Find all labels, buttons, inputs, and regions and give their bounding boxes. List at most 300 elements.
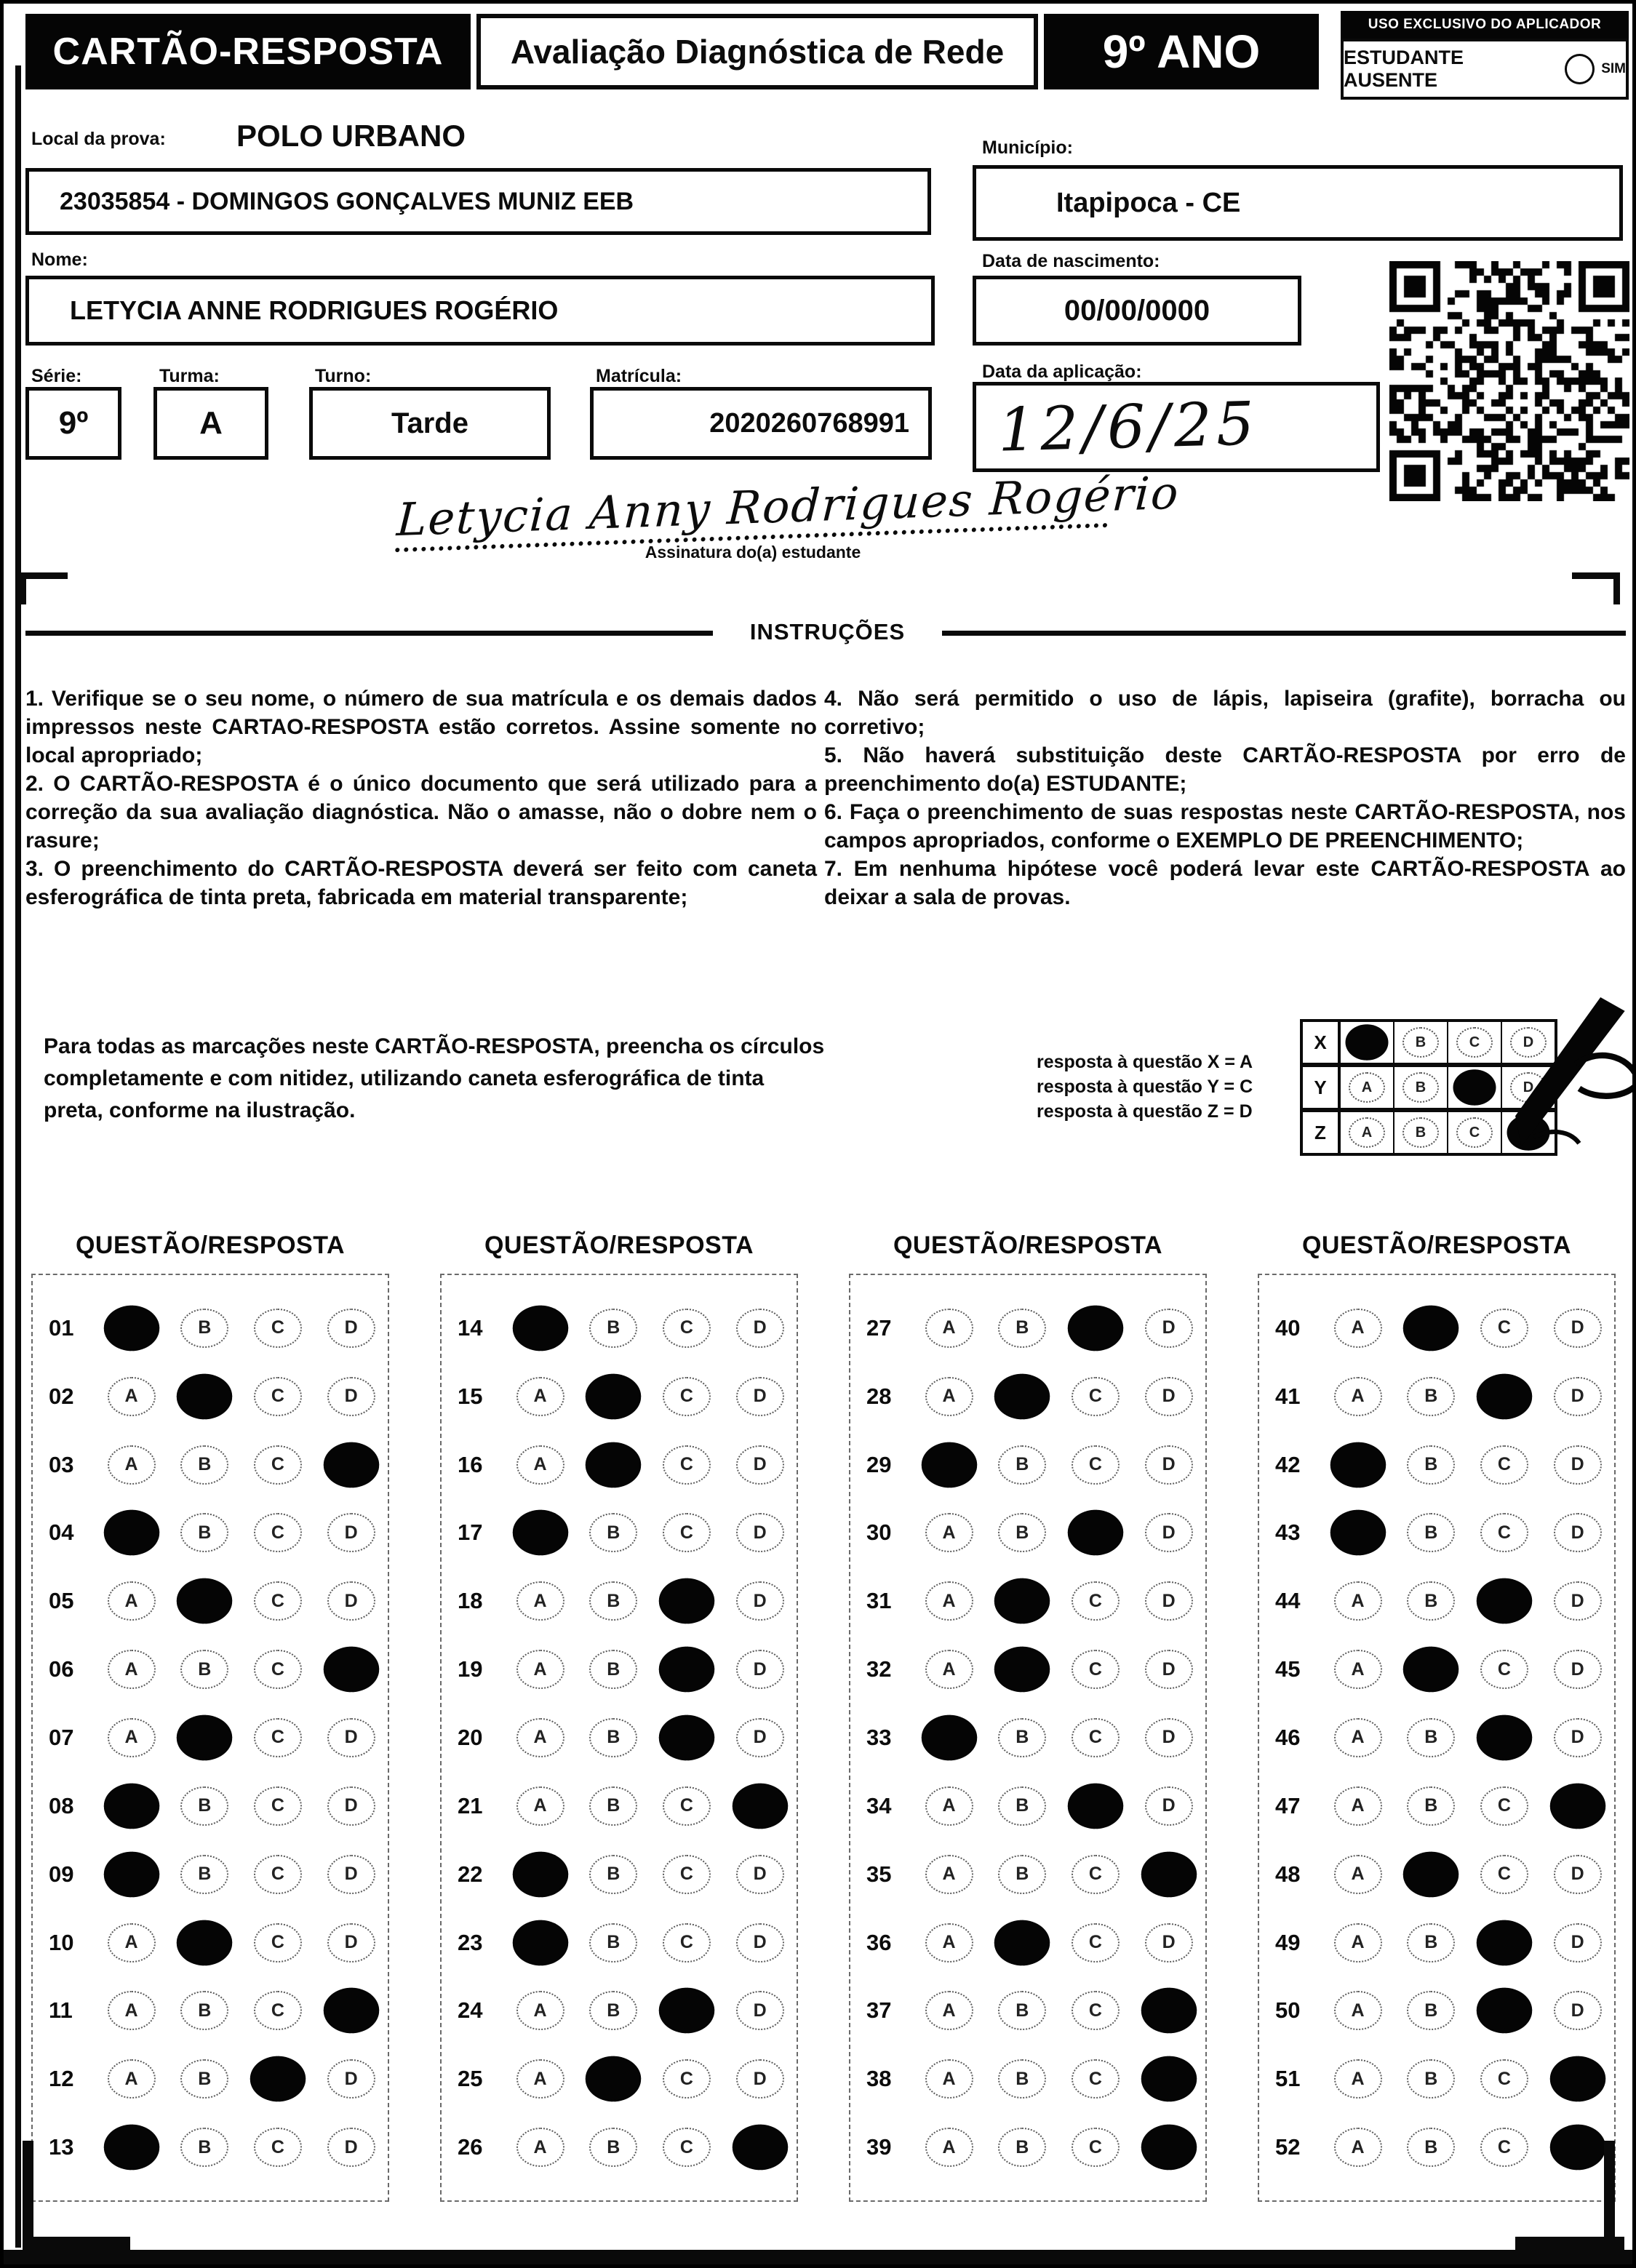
answer-bubble-05-D[interactable] xyxy=(327,1581,375,1621)
answer-bubble-17-B[interactable] xyxy=(589,1513,637,1552)
answer-bubble-40-A[interactable] xyxy=(1334,1309,1382,1348)
answer-bubble-11-B[interactable] xyxy=(180,1991,228,2030)
answer-bubble-21-D[interactable] xyxy=(732,1784,788,1829)
answer-bubble-13-B[interactable] xyxy=(180,2128,228,2167)
question-number: 40 xyxy=(1275,1314,1301,1341)
bubble-letter: B xyxy=(1424,2068,1438,2089)
bubble-slot xyxy=(1541,1855,1614,1894)
answer-bubble-47-B[interactable] xyxy=(1407,1786,1455,1826)
answer-bubble-27-A[interactable] xyxy=(925,1309,973,1348)
bubble-slot xyxy=(1132,1991,1205,2030)
bubble-slot xyxy=(1132,2128,1205,2167)
answer-bubble-10-D[interactable] xyxy=(327,1923,375,1962)
nome-field: LETYCIA ANNE RODRIGUES ROGÉRIO xyxy=(25,276,935,346)
answer-bubble-05-B[interactable] xyxy=(177,1578,233,1624)
answer-bubble-30-D[interactable] xyxy=(1145,1513,1193,1552)
answer-bubble-40-C[interactable] xyxy=(1480,1309,1528,1348)
answer-bubble-32-B[interactable] xyxy=(994,1647,1050,1693)
answer-bubble-12-B[interactable] xyxy=(180,2059,228,2099)
answer-bubble-19-B[interactable] xyxy=(589,1650,637,1689)
bubble-slot xyxy=(242,1855,315,1894)
bubble-slot xyxy=(1132,1445,1205,1485)
answer-bubble-29-A[interactable] xyxy=(921,1442,977,1488)
bubble-slot xyxy=(1394,1923,1468,1962)
answer-bubble-24-C[interactable] xyxy=(659,1988,715,2034)
bubble-slot xyxy=(168,1923,242,1962)
answer-bubble-37-D[interactable] xyxy=(1141,1988,1197,2034)
bubble-letter: A xyxy=(1351,1795,1365,1816)
answer-bubble-02-A[interactable] xyxy=(108,1377,156,1416)
answer-bubble-46-B[interactable] xyxy=(1407,1718,1455,1757)
answer-row xyxy=(33,2128,388,2167)
answer-bubble-50-D[interactable] xyxy=(1554,1991,1602,2030)
bubble-letter xyxy=(941,1725,957,1750)
answer-bubble-52-D[interactable] xyxy=(1549,2125,1605,2171)
answer-bubble-41-B[interactable] xyxy=(1407,1377,1455,1416)
answer-bubble-43-D[interactable] xyxy=(1554,1513,1602,1552)
answer-bubble-06-A[interactable] xyxy=(108,1650,156,1689)
answer-bubble-03-B[interactable] xyxy=(180,1445,228,1485)
answer-row xyxy=(1259,1923,1614,1962)
local-label: Local da prova: xyxy=(31,129,166,149)
answer-bubble-08-B[interactable] xyxy=(180,1786,228,1826)
instructions-title: INSTRUÇÕES xyxy=(749,619,906,644)
answer-bubble-18-A[interactable] xyxy=(516,1581,564,1621)
answer-bubble-49-B[interactable] xyxy=(1407,1923,1455,1962)
answer-bubble-45-C[interactable] xyxy=(1480,1650,1528,1689)
answer-bubble-20-C[interactable] xyxy=(659,1715,715,1761)
answer-bubble-41-D[interactable] xyxy=(1554,1377,1602,1416)
bubble-slot xyxy=(912,1718,986,1757)
answer-bubble-28-D[interactable] xyxy=(1145,1377,1193,1416)
answer-bubble-37-A[interactable] xyxy=(925,1991,973,2030)
question-number: 43 xyxy=(1275,1520,1301,1546)
question-number: 41 xyxy=(1275,1383,1301,1409)
bubble-slot xyxy=(1059,1786,1133,1826)
answer-bubble-12-A[interactable] xyxy=(108,2059,156,2099)
answer-bubble-46-A[interactable] xyxy=(1334,1718,1382,1757)
bubble-slot xyxy=(723,1923,797,1962)
answer-bubble-51-B[interactable] xyxy=(1407,2059,1455,2099)
bubble-slot xyxy=(1394,1309,1468,1348)
bubble-letter xyxy=(124,1521,139,1546)
answer-bubble-03-D[interactable] xyxy=(323,1442,379,1488)
answer-bubble-42-A[interactable] xyxy=(1330,1442,1386,1488)
answer-bubble-25-A[interactable] xyxy=(516,2059,564,2099)
answer-bubble-26-C[interactable] xyxy=(663,2128,711,2167)
answer-bubble-52-B[interactable] xyxy=(1407,2128,1455,2167)
bubble-slot xyxy=(95,1513,168,1552)
answer-bubble-19-D[interactable] xyxy=(736,1650,784,1689)
answer-bubble-50-A[interactable] xyxy=(1334,1991,1382,2030)
answer-bubble-13-C[interactable] xyxy=(254,2128,302,2167)
answer-bubble-30-B[interactable] xyxy=(998,1513,1046,1552)
example-cell xyxy=(1341,1112,1394,1153)
answer-bubble-25-D[interactable] xyxy=(736,2059,784,2099)
answer-bubble-35-D[interactable] xyxy=(1141,1851,1197,1897)
answer-bubble-22-A[interactable] xyxy=(512,1851,568,1897)
answer-bubble-36-D[interactable] xyxy=(1145,1923,1193,1962)
answer-bubble-33-A[interactable] xyxy=(921,1715,977,1761)
answer-bubble-43-C[interactable] xyxy=(1480,1513,1528,1552)
question-number: 03 xyxy=(49,1451,74,1477)
answer-row xyxy=(442,1923,797,1962)
answer-bubble-04-D[interactable] xyxy=(327,1513,375,1552)
answer-bubble-23-A[interactable] xyxy=(512,1920,568,1965)
answer-bubble-42-B[interactable] xyxy=(1407,1445,1455,1485)
question-number: 46 xyxy=(1275,1724,1301,1750)
bubble-letter: A xyxy=(1351,1932,1365,1953)
answer-bubble-23-D[interactable] xyxy=(736,1923,784,1962)
bubble-letter: B xyxy=(607,1317,621,1338)
answer-bubble-50-B[interactable] xyxy=(1407,1991,1455,2030)
bubble-slot xyxy=(1468,1581,1541,1621)
answer-bubble-15-A[interactable] xyxy=(516,1377,564,1416)
bubble-letter: B xyxy=(198,1658,212,1680)
answer-bubble-46-D[interactable] xyxy=(1554,1718,1602,1757)
bubble-letter: C xyxy=(1497,1864,1511,1885)
answer-bubble-20-A[interactable] xyxy=(516,1718,564,1757)
answer-bubble-15-B[interactable] xyxy=(586,1373,642,1419)
answer-bubble-07-A[interactable] xyxy=(108,1718,156,1757)
answer-bubble-17-C[interactable] xyxy=(663,1513,711,1552)
answer-bubble-04-A[interactable] xyxy=(103,1510,159,1556)
answer-bubble-36-A[interactable] xyxy=(925,1923,973,1962)
answer-bubble-25-B[interactable] xyxy=(586,2056,642,2102)
answer-bubble-31-B[interactable] xyxy=(994,1578,1050,1624)
answer-bubble-10-C[interactable] xyxy=(254,1923,302,1962)
answer-bubble-47-D[interactable] xyxy=(1549,1784,1605,1829)
answer-bubble-38-D[interactable] xyxy=(1141,2056,1197,2102)
answer-bubble-16-D[interactable] xyxy=(736,1445,784,1485)
bubble-letter: D xyxy=(1523,1034,1534,1050)
instruction-item: 4. Não será permitido o uso de lápis, lapiseira (grafite), borracha ou corretivo; xyxy=(824,687,1626,739)
answer-bubble-42-C[interactable] xyxy=(1480,1445,1528,1485)
answer-bubble-28-B[interactable] xyxy=(994,1373,1050,1419)
answer-bubble-07-C[interactable] xyxy=(254,1718,302,1757)
answer-bubble-26-D[interactable] xyxy=(732,2125,788,2171)
answer-bubble-28-C[interactable] xyxy=(1072,1377,1120,1416)
answer-bubble-19-A[interactable] xyxy=(516,1650,564,1689)
bubble-slot xyxy=(650,1309,724,1348)
answer-bubble-33-B[interactable] xyxy=(998,1718,1046,1757)
matricula-field: 2020260768991 xyxy=(590,387,932,460)
answer-bubble-29-B[interactable] xyxy=(998,1445,1046,1485)
answer-bubble-48-A[interactable] xyxy=(1334,1855,1382,1894)
answer-bubble-04-B[interactable] xyxy=(180,1513,228,1552)
answer-bubble-43-B[interactable] xyxy=(1407,1513,1455,1552)
answer-bubble-18-C[interactable] xyxy=(659,1578,715,1624)
bubble-slot xyxy=(1321,1513,1394,1552)
answer-bubble-17-A[interactable] xyxy=(512,1510,568,1556)
bubble-slot xyxy=(912,1650,986,1689)
answer-bubble-44-B[interactable] xyxy=(1407,1581,1455,1621)
question-number: 29 xyxy=(866,1451,892,1477)
answer-bubble-14-A[interactable] xyxy=(512,1306,568,1351)
answer-bubble-24-A[interactable] xyxy=(516,1991,564,2030)
bubble-slot xyxy=(1132,1377,1205,1416)
answer-bubble-38-A[interactable] xyxy=(925,2059,973,2099)
answer-bubble-48-C[interactable] xyxy=(1480,1855,1528,1894)
answer-bubble-10-B[interactable] xyxy=(177,1920,233,1965)
answer-bubble-31-A[interactable] xyxy=(925,1581,973,1621)
answer-bubble-05-A[interactable] xyxy=(108,1581,156,1621)
bubble-letter xyxy=(1424,1657,1439,1682)
answer-bubble-24-D[interactable] xyxy=(736,1991,784,2030)
bubble-letter: B xyxy=(607,1658,621,1680)
answer-bubble-14-B[interactable] xyxy=(589,1309,637,1348)
answer-bubble-34-C[interactable] xyxy=(1068,1784,1124,1829)
answer-bubble-52-C[interactable] xyxy=(1480,2128,1528,2167)
answer-bubble-34-B[interactable] xyxy=(998,1786,1046,1826)
answer-bubble-17-D[interactable] xyxy=(736,1513,784,1552)
answer-bubble-41-A[interactable] xyxy=(1334,1377,1382,1416)
example-cell xyxy=(1394,1112,1448,1153)
question-number: 38 xyxy=(866,2066,892,2092)
answer-bubble-02-B[interactable] xyxy=(177,1373,233,1419)
answer-bubble-45-D[interactable] xyxy=(1554,1650,1602,1689)
bubble-slot xyxy=(1059,1513,1133,1552)
answer-bubble-10-A[interactable] xyxy=(108,1923,156,1962)
bubble-slot xyxy=(912,1923,986,1962)
bubble-slot xyxy=(242,1445,315,1485)
question-number: 02 xyxy=(49,1383,74,1409)
bubble-letter: D xyxy=(753,1454,767,1475)
answer-bubble-39-B[interactable] xyxy=(998,2128,1046,2167)
answer-bubble-05-C[interactable] xyxy=(254,1581,302,1621)
answer-bubble-29-D[interactable] xyxy=(1145,1445,1193,1485)
answer-bubble-51-C[interactable] xyxy=(1480,2059,1528,2099)
bubble-slot xyxy=(1468,1377,1541,1416)
answer-bubble-09-A[interactable] xyxy=(103,1851,159,1897)
question-number: 12 xyxy=(49,2066,74,2092)
answer-bubble-26-A[interactable] xyxy=(516,2128,564,2167)
answer-bubble-26-B[interactable] xyxy=(589,2128,637,2167)
bubble-letter xyxy=(1360,1032,1373,1052)
answer-bubble-20-B[interactable] xyxy=(589,1718,637,1757)
answer-bubble-27-C[interactable] xyxy=(1068,1306,1124,1351)
answer-bubble-21-B[interactable] xyxy=(589,1786,637,1826)
bubble-slot xyxy=(577,2059,650,2099)
answer-bubble-08-D[interactable] xyxy=(327,1786,375,1826)
answer-bubble-33-C[interactable] xyxy=(1072,1718,1120,1757)
answer-bubble-06-B[interactable] xyxy=(180,1650,228,1689)
answer-bubble-48-B[interactable] xyxy=(1403,1851,1459,1897)
answer-bubble-44-D[interactable] xyxy=(1554,1581,1602,1621)
answer-bubble-40-D[interactable] xyxy=(1554,1309,1602,1348)
answer-bubble-01-C[interactable] xyxy=(254,1309,302,1348)
answer-bubble-01-B[interactable] xyxy=(180,1309,228,1348)
answer-bubble-08-A[interactable] xyxy=(103,1784,159,1829)
bubble-letter: C xyxy=(679,1795,693,1816)
answer-bubble-23-C[interactable] xyxy=(663,1923,711,1962)
answer-bubble-13-D[interactable] xyxy=(327,2128,375,2167)
answer-bubble-47-C[interactable] xyxy=(1480,1786,1528,1826)
answer-bubble-07-B[interactable] xyxy=(177,1715,233,1761)
answer-bubble-11-C[interactable] xyxy=(254,1991,302,2030)
answer-bubble-32-C[interactable] xyxy=(1072,1650,1120,1689)
absent-bubble[interactable] xyxy=(1565,54,1595,84)
answer-bubble-39-A[interactable] xyxy=(925,2128,973,2167)
answer-bubble-30-C[interactable] xyxy=(1068,1510,1124,1556)
answer-bubble-31-D[interactable] xyxy=(1145,1581,1193,1621)
answer-bubble-18-B[interactable] xyxy=(589,1581,637,1621)
answer-bubble-34-D[interactable] xyxy=(1145,1786,1193,1826)
answer-bubble-23-B[interactable] xyxy=(589,1923,637,1962)
answer-bubble-47-A[interactable] xyxy=(1334,1786,1382,1826)
answer-bubble-35-B[interactable] xyxy=(998,1855,1046,1894)
answer-bubble-39-D[interactable] xyxy=(1141,2125,1197,2171)
answer-bubble-12-C[interactable] xyxy=(250,2056,306,2102)
answer-bubble-37-B[interactable] xyxy=(998,1991,1046,2030)
answer-bubble-36-B[interactable] xyxy=(994,1920,1050,1965)
answer-bubble-13-A[interactable] xyxy=(103,2125,159,2171)
bubble-letter: B xyxy=(1415,1079,1426,1095)
bubble-letter: D xyxy=(344,1386,358,1407)
answer-bubble-38-B[interactable] xyxy=(998,2059,1046,2099)
answer-bubble-34-A[interactable] xyxy=(925,1786,973,1826)
question-number: 16 xyxy=(458,1451,483,1477)
bubble-slot xyxy=(314,1855,388,1894)
answer-bubble-01-A[interactable] xyxy=(103,1306,159,1351)
answer-bubble-51-D[interactable] xyxy=(1549,2056,1605,2102)
answer-bubble-24-B[interactable] xyxy=(589,1991,637,2030)
answer-bubble-44-C[interactable] xyxy=(1477,1578,1533,1624)
answer-bubble-42-D[interactable] xyxy=(1554,1445,1602,1485)
answer-bubble-06-D[interactable] xyxy=(323,1647,379,1693)
answer-bubble-39-C[interactable] xyxy=(1072,2128,1120,2167)
bubble-slot xyxy=(95,1786,168,1826)
answer-bubble-49-A[interactable] xyxy=(1334,1923,1382,1962)
answer-bubble-03-A[interactable] xyxy=(108,1445,156,1485)
answer-bubble-16-C[interactable] xyxy=(663,1445,711,1485)
answer-bubble-43-A[interactable] xyxy=(1330,1510,1386,1556)
bubble-slot xyxy=(1468,1309,1541,1348)
answer-bubble-08-C[interactable] xyxy=(254,1786,302,1826)
answer-row xyxy=(1259,2128,1614,2167)
bubble-slot xyxy=(95,1445,168,1485)
answer-bubble-20-D[interactable] xyxy=(736,1718,784,1757)
answer-bubble-11-A[interactable] xyxy=(108,1991,156,2030)
answer-bubble-09-C[interactable] xyxy=(254,1855,302,1894)
answer-bubble-07-D[interactable] xyxy=(327,1718,375,1757)
answer-bubble-51-A[interactable] xyxy=(1334,2059,1382,2099)
bubble-slot xyxy=(577,2128,650,2167)
answer-bubble-49-C[interactable] xyxy=(1477,1920,1533,1965)
answer-bubble-36-C[interactable] xyxy=(1072,1923,1120,1962)
answer-bubble-31-C[interactable] xyxy=(1072,1581,1120,1621)
answer-bubble-29-C[interactable] xyxy=(1072,1445,1120,1485)
bubble-slot xyxy=(986,1718,1059,1757)
answer-bubble-52-A[interactable] xyxy=(1334,2128,1382,2167)
answer-bubble-40-B[interactable] xyxy=(1403,1306,1459,1351)
answer-bubble-02-D[interactable] xyxy=(327,1377,375,1416)
bubble-letter: D xyxy=(1162,1522,1176,1543)
answer-bubble-35-A[interactable] xyxy=(925,1855,973,1894)
answer-bubble-18-D[interactable] xyxy=(736,1581,784,1621)
answer-bubble-49-D[interactable] xyxy=(1554,1923,1602,1962)
bubble-slot xyxy=(650,1377,724,1416)
pen-hand-illustration xyxy=(1488,997,1636,1165)
answer-bubble-33-D[interactable] xyxy=(1145,1718,1193,1757)
answer-row xyxy=(442,2059,797,2099)
answer-bubble-19-C[interactable] xyxy=(659,1647,715,1693)
bubble-letter: C xyxy=(1469,1124,1480,1141)
answer-bubble-14-D[interactable] xyxy=(736,1309,784,1348)
answer-bubble-50-C[interactable] xyxy=(1477,1988,1533,2034)
bubble-slot xyxy=(1394,1650,1468,1689)
bubble-slot xyxy=(503,1650,577,1689)
bubble-slot xyxy=(912,1581,986,1621)
bubble-slot xyxy=(314,1377,388,1416)
answer-bubble-45-A[interactable] xyxy=(1334,1650,1382,1689)
answer-bubble-22-C[interactable] xyxy=(663,1855,711,1894)
bubble-slot xyxy=(95,2059,168,2099)
answer-bubble-09-D[interactable] xyxy=(327,1855,375,1894)
answer-bubble-35-C[interactable] xyxy=(1072,1855,1120,1894)
answer-bubble-45-B[interactable] xyxy=(1403,1647,1459,1693)
answer-bubble-38-C[interactable] xyxy=(1072,2059,1120,2099)
answer-bubble-27-B[interactable] xyxy=(998,1309,1046,1348)
answer-bubble-15-D[interactable] xyxy=(736,1377,784,1416)
bubble-slot xyxy=(314,1513,388,1552)
answer-bubble-16-B[interactable] xyxy=(586,1442,642,1488)
bubble-letter: A xyxy=(942,2000,956,2021)
bubble-slot xyxy=(650,1581,724,1621)
answer-bubble-30-A[interactable] xyxy=(925,1513,973,1552)
answer-row xyxy=(33,1786,388,1826)
answer-bubble-48-D[interactable] xyxy=(1554,1855,1602,1894)
signature-area[interactable] xyxy=(395,466,1181,562)
answer-bubble-25-C[interactable] xyxy=(663,2059,711,2099)
answer-bubble-41-C[interactable] xyxy=(1477,1373,1533,1419)
answer-bubble-21-A[interactable] xyxy=(516,1786,564,1826)
answer-bubble-44-A[interactable] xyxy=(1334,1581,1382,1621)
answer-bubble-28-A[interactable] xyxy=(925,1377,973,1416)
answer-bubble-32-D[interactable] xyxy=(1145,1650,1193,1689)
answer-bubble-22-D[interactable] xyxy=(736,1855,784,1894)
answer-bubble-09-B[interactable] xyxy=(180,1855,228,1894)
bubble-slot xyxy=(1541,1377,1614,1416)
answer-bubble-12-D[interactable] xyxy=(327,2059,375,2099)
answer-bubble-11-D[interactable] xyxy=(323,1988,379,2034)
answer-bubble-46-C[interactable] xyxy=(1477,1715,1533,1761)
answer-bubble-22-B[interactable] xyxy=(589,1855,637,1894)
bubble-slot xyxy=(650,2059,724,2099)
answer-bubble-32-A[interactable] xyxy=(925,1650,973,1689)
bubble-slot xyxy=(1394,1786,1468,1826)
answer-bubble-03-C[interactable] xyxy=(254,1445,302,1485)
answer-bubble-15-C[interactable] xyxy=(663,1377,711,1416)
answer-bubble-01-D[interactable] xyxy=(327,1309,375,1348)
example-row-label: X xyxy=(1303,1022,1341,1063)
answer-bubble-16-A[interactable] xyxy=(516,1445,564,1485)
answer-bubble-21-C[interactable] xyxy=(663,1786,711,1826)
answer-bubble-04-C[interactable] xyxy=(254,1513,302,1552)
bubble-slot xyxy=(723,1718,797,1757)
answer-bubble-27-D[interactable] xyxy=(1145,1309,1193,1348)
bubble-letter xyxy=(1161,2135,1176,2160)
bubble-slot xyxy=(1132,2059,1205,2099)
question-number: 23 xyxy=(458,1929,483,1955)
answer-bubble-14-C[interactable] xyxy=(663,1309,711,1348)
answer-bubble-02-C[interactable] xyxy=(254,1377,302,1416)
answer-bubble-06-C[interactable] xyxy=(254,1650,302,1689)
answer-bubble-37-C[interactable] xyxy=(1072,1991,1120,2030)
bubble-letter: A xyxy=(1351,1864,1365,1885)
bubble-slot xyxy=(314,2059,388,2099)
bubble-slot xyxy=(1059,1718,1133,1757)
